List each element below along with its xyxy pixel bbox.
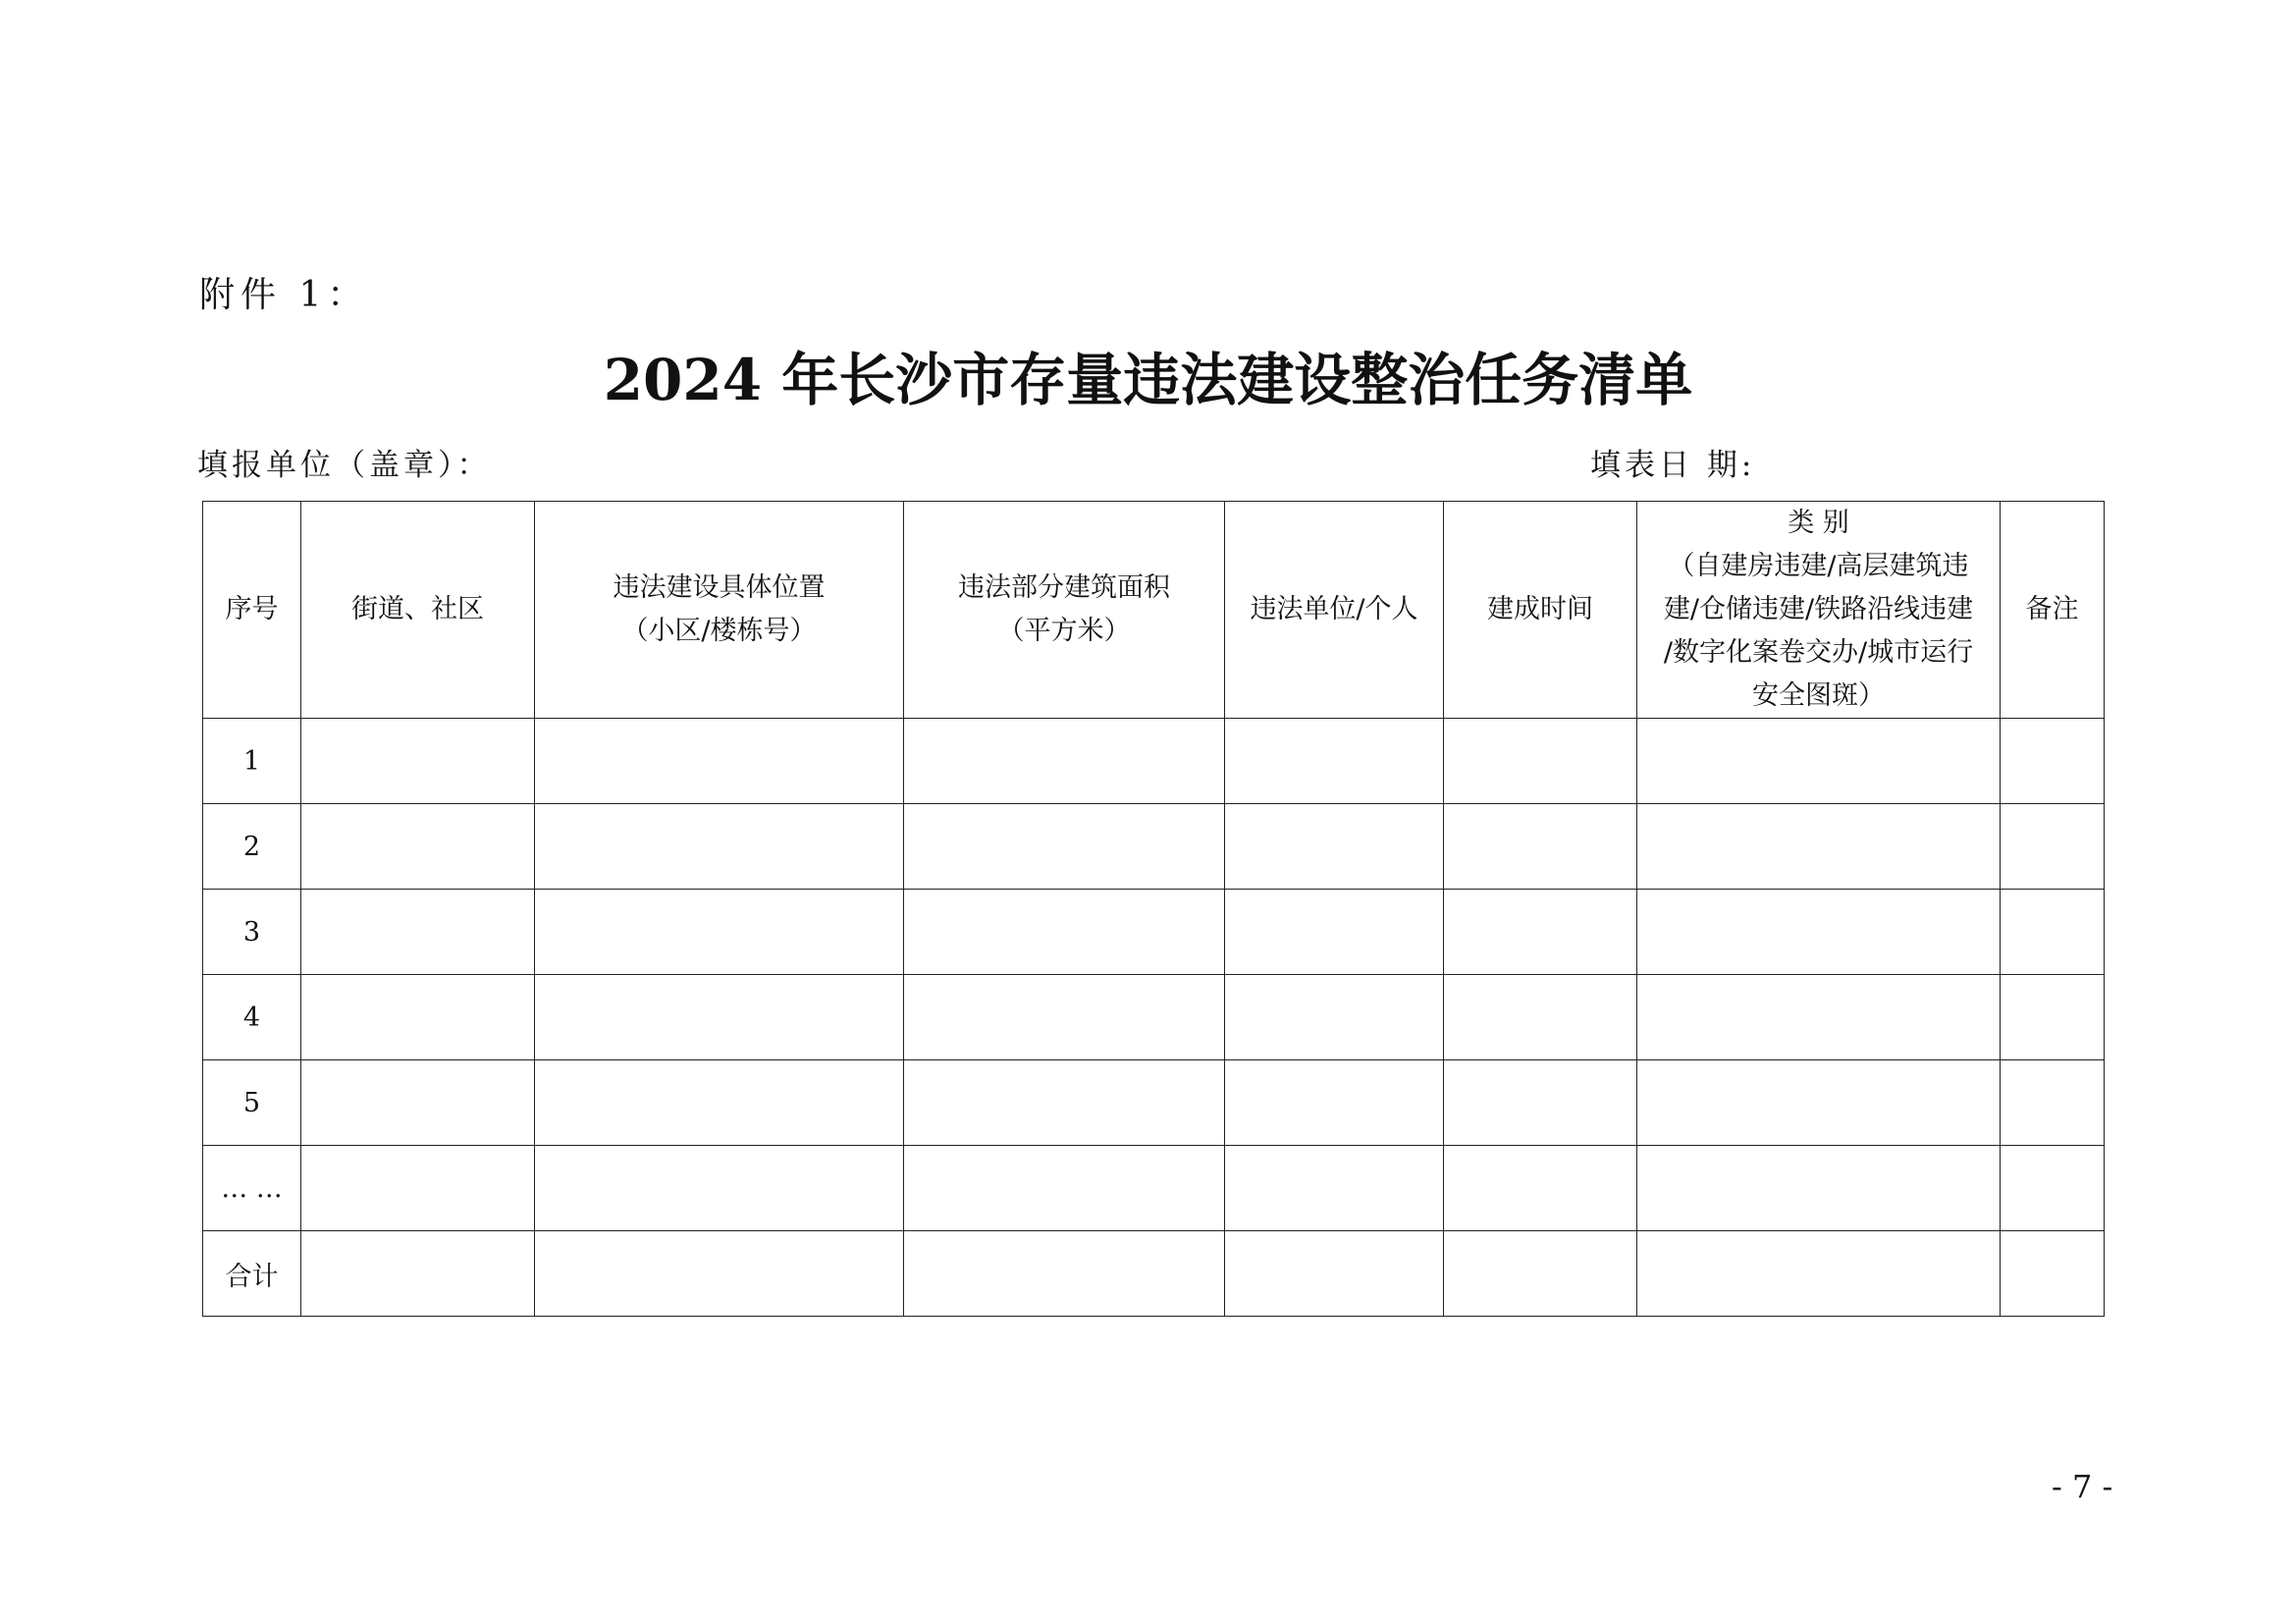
street-community-cell[interactable] [301, 890, 535, 975]
build-time-cell[interactable] [1444, 975, 1637, 1060]
header-build-time: 建成时间 [1444, 502, 1637, 719]
area-cell[interactable] [904, 890, 1225, 975]
fill-date-label: 填表日 期: [1590, 448, 1756, 483]
total-label: 合计 [203, 1231, 301, 1317]
row-index: 5 [203, 1060, 301, 1146]
build-time-cell[interactable] [1444, 1146, 1637, 1231]
category-cell[interactable] [1637, 975, 2001, 1060]
table-row [203, 1146, 2105, 1231]
location-cell[interactable] [535, 804, 904, 890]
location-cell[interactable] [535, 1060, 904, 1146]
page-number: - 7 - [2052, 1468, 2113, 1505]
build-time-cell[interactable] [1444, 719, 1637, 804]
area-cell[interactable] [904, 1231, 1225, 1317]
street-community-cell[interactable] [301, 719, 535, 804]
table-row [203, 890, 2105, 975]
violator-cell[interactable] [1225, 719, 1444, 804]
header-serial-number: 序号 [203, 502, 301, 719]
location-cell[interactable] [535, 1146, 904, 1231]
remarks-cell[interactable] [2001, 719, 2105, 804]
violator-cell[interactable] [1225, 1060, 1444, 1146]
violator-cell[interactable] [1225, 890, 1444, 975]
street-community-cell[interactable] [301, 804, 535, 890]
total-row [203, 1231, 2105, 1317]
violator-cell[interactable] [1225, 1146, 1444, 1231]
header-violator: 违法单位/个人 [1225, 502, 1444, 719]
build-time-cell[interactable] [1444, 1231, 1637, 1317]
category-cell[interactable] [1637, 804, 2001, 890]
document-title: 2024 年长沙市存量违法建设整治任务清单 [603, 347, 1693, 413]
row-index: 1 [203, 719, 301, 804]
area-cell[interactable] [904, 1060, 1225, 1146]
category-cell[interactable] [1637, 1060, 2001, 1146]
table-row [203, 804, 2105, 890]
table-header [203, 502, 2105, 719]
location-cell[interactable] [535, 1231, 904, 1317]
table-row [203, 975, 2105, 1060]
row-index: 2 [203, 804, 301, 890]
attachment-label: 附件 1： [199, 275, 369, 315]
area-cell[interactable] [904, 1146, 1225, 1231]
header-category: 类 别 （自建房违建/高层建筑违 建/仓储违建/铁路沿线违建 /数字化案卷交办/城市运行 安全图斑） [1637, 502, 2001, 719]
area-cell[interactable] [904, 975, 1225, 1060]
category-cell[interactable] [1637, 890, 2001, 975]
location-cell[interactable] [535, 719, 904, 804]
category-cell[interactable] [1637, 719, 2001, 804]
header-remarks: 备注 [2001, 502, 2105, 719]
violator-cell[interactable] [1225, 1231, 1444, 1317]
table-row [203, 1060, 2105, 1146]
street-community-cell[interactable] [301, 975, 535, 1060]
remarks-cell[interactable] [2001, 1060, 2105, 1146]
violator-cell[interactable] [1225, 975, 1444, 1060]
street-community-cell[interactable] [301, 1231, 535, 1317]
area-cell[interactable] [904, 719, 1225, 804]
header-street-community: 街道、社区 [301, 502, 535, 719]
table-row [203, 719, 2105, 804]
remarks-cell[interactable] [2001, 890, 2105, 975]
remarks-cell[interactable] [2001, 804, 2105, 890]
remarks-cell[interactable] [2001, 975, 2105, 1060]
header-row [203, 502, 2105, 719]
build-time-cell[interactable] [1444, 1060, 1637, 1146]
row-index: … … [203, 1146, 301, 1231]
location-cell[interactable] [535, 890, 904, 975]
fill-unit-label: 填报单位（盖章）： [197, 448, 492, 483]
street-community-cell[interactable] [301, 1060, 535, 1146]
remarks-cell[interactable] [2001, 1146, 2105, 1231]
location-cell[interactable] [535, 975, 904, 1060]
task-table [202, 501, 2105, 1317]
violator-cell[interactable] [1225, 804, 1444, 890]
street-community-cell[interactable] [301, 1146, 535, 1231]
build-time-cell[interactable] [1444, 804, 1637, 890]
row-index: 3 [203, 890, 301, 975]
header-area: 违法部分建筑面积 （平方米） [904, 502, 1225, 719]
category-cell[interactable] [1637, 1231, 2001, 1317]
build-time-cell[interactable] [1444, 890, 1637, 975]
category-cell[interactable] [1637, 1146, 2001, 1231]
area-cell[interactable] [904, 804, 1225, 890]
table-body [203, 719, 2105, 1317]
row-index: 4 [203, 975, 301, 1060]
remarks-cell[interactable] [2001, 1231, 2105, 1317]
header-location: 违法建设具体位置 （小区/楼栋号） [535, 502, 904, 719]
